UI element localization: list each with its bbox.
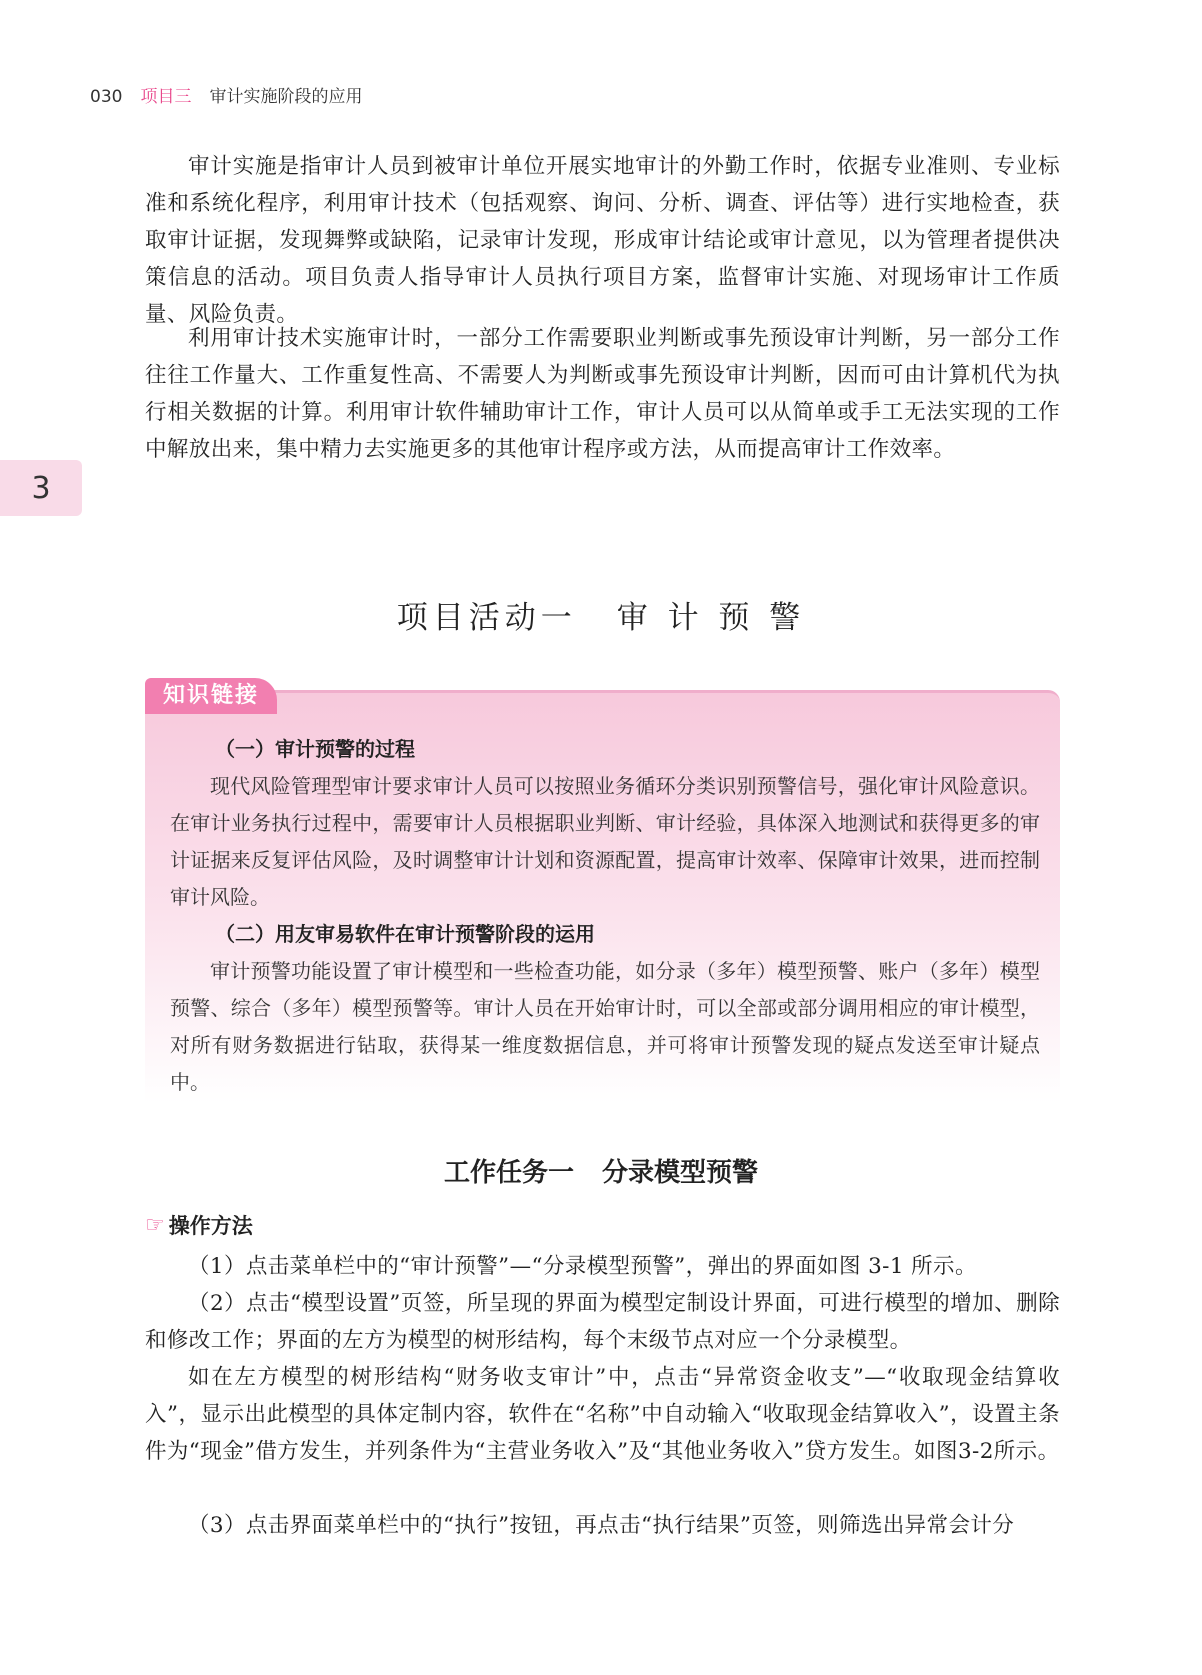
knowledge-text-1: 现代风险管理型审计要求审计人员可以按照业务循环分类识别预警信号，强化审计风险意识。在审计业务执行过程中，需要审计人员根据职业判断、审计经验，具体深入地测试和获得更多的审计证据来反复评估风险，及时调整审计计划和资源配置，提高审计效率、保障审计效果，进而控制审计风险。 — [170, 774, 1040, 909]
method-title: 操作方法 — [168, 1214, 253, 1238]
activity-title — [0, 592, 1202, 637]
page-number: 030 — [90, 87, 123, 107]
method-step-2: （2）点击“模型设置”页签，所呈现的界面为模型定制设计界面，可进行模型的增加、删除和修改工作；界面的左方为模型的树形结构，每个末级节点对应一个分录模型。 — [145, 1291, 1060, 1353]
method-step-4: （3）点击界面菜单栏中的“执行”按钮，再点击“执行结果”页签，则筛选出异常会计分 — [188, 1513, 1015, 1538]
chapter-label: 项目三 — [140, 87, 192, 107]
activity-label: 项目活动一 — [396, 600, 577, 636]
knowledge-text-2: 审计预警功能设置了审计模型和一些检查功能，如分录（多年）模型预警、账户（多年）模型预警、综合（多年）模型预警等。审计人员在开始审计时，可以全部或部分调用相应的审计模型，对所有财务数据进行钻取，获得某一维度数据信息，并可将审计预警发现的疑点发送至审计疑点中。 — [170, 959, 1040, 1094]
method-heading — [145, 1210, 253, 1240]
task-title — [0, 1152, 1202, 1189]
intro-paragraph-1: 审计实施是指审计人员到被审计单位开展实地审计的外勤工作时，依据专业准则、专业标准和系统化程序，利用审计技术（包括观察、询问、分析、调查、评估等）进行实地检查，获取审计证据，发现舞弊或缺陷，记录审计发现，形成审计结论或审计意见，以为管理者提供决策信息的活动。项目负责人指导审计人员执行项目方案，监督审计实施、对现场审计工作质量、风险负责。 — [145, 154, 1060, 327]
activity-name: 审 计 预 警 — [616, 600, 806, 636]
intro-paragraph-2: 利用审计技术实施审计时，一部分工作需要职业判断或事先预设审计判断，另一部分工作往往工作量大、工作重复性高、不需要人为判断或事先预设审计判断，因而可由计算机代为执行相关数据的计算。利用审计软件辅助审计工作，审计人员可以从简单或手工无法实现的工作中解放出来，集中精力去实施更多的其他审计程序或方法，从而提高审计工作效率。 — [145, 326, 1060, 462]
page-header — [90, 82, 362, 107]
knowledge-tag: 知识链接 — [145, 678, 277, 714]
chapter-side-tab: 3 — [0, 460, 82, 516]
pointing-hand-icon: ☞ — [145, 1212, 165, 1238]
task-name: 分录模型预警 — [602, 1158, 759, 1188]
chapter-title: 审计实施阶段的应用 — [209, 87, 363, 107]
method-step-1: （1）点击菜单栏中的“审计预警”—“分录模型预警”，弹出的界面如图 3-1 所示。 — [188, 1254, 977, 1279]
knowledge-heading-1: （一）审计预警的过程 — [215, 737, 415, 761]
method-step-3: 如在左方模型的树形结构“财务收支审计”中，点击“异常资金收支”—“收取现金结算收入”，显示出此模型的具体定制内容，软件在“名称”中自动输入“收取现金结算收入”，设置主条件为“现金”借方发生，并列条件为“主营业务收入”及“其他业务收入”贷方发生。如图3-2所示。 — [145, 1365, 1060, 1464]
task-label: 工作任务一 — [443, 1158, 574, 1188]
knowledge-heading-2: （二）用友审易软件在审计预警阶段的运用 — [215, 922, 595, 946]
